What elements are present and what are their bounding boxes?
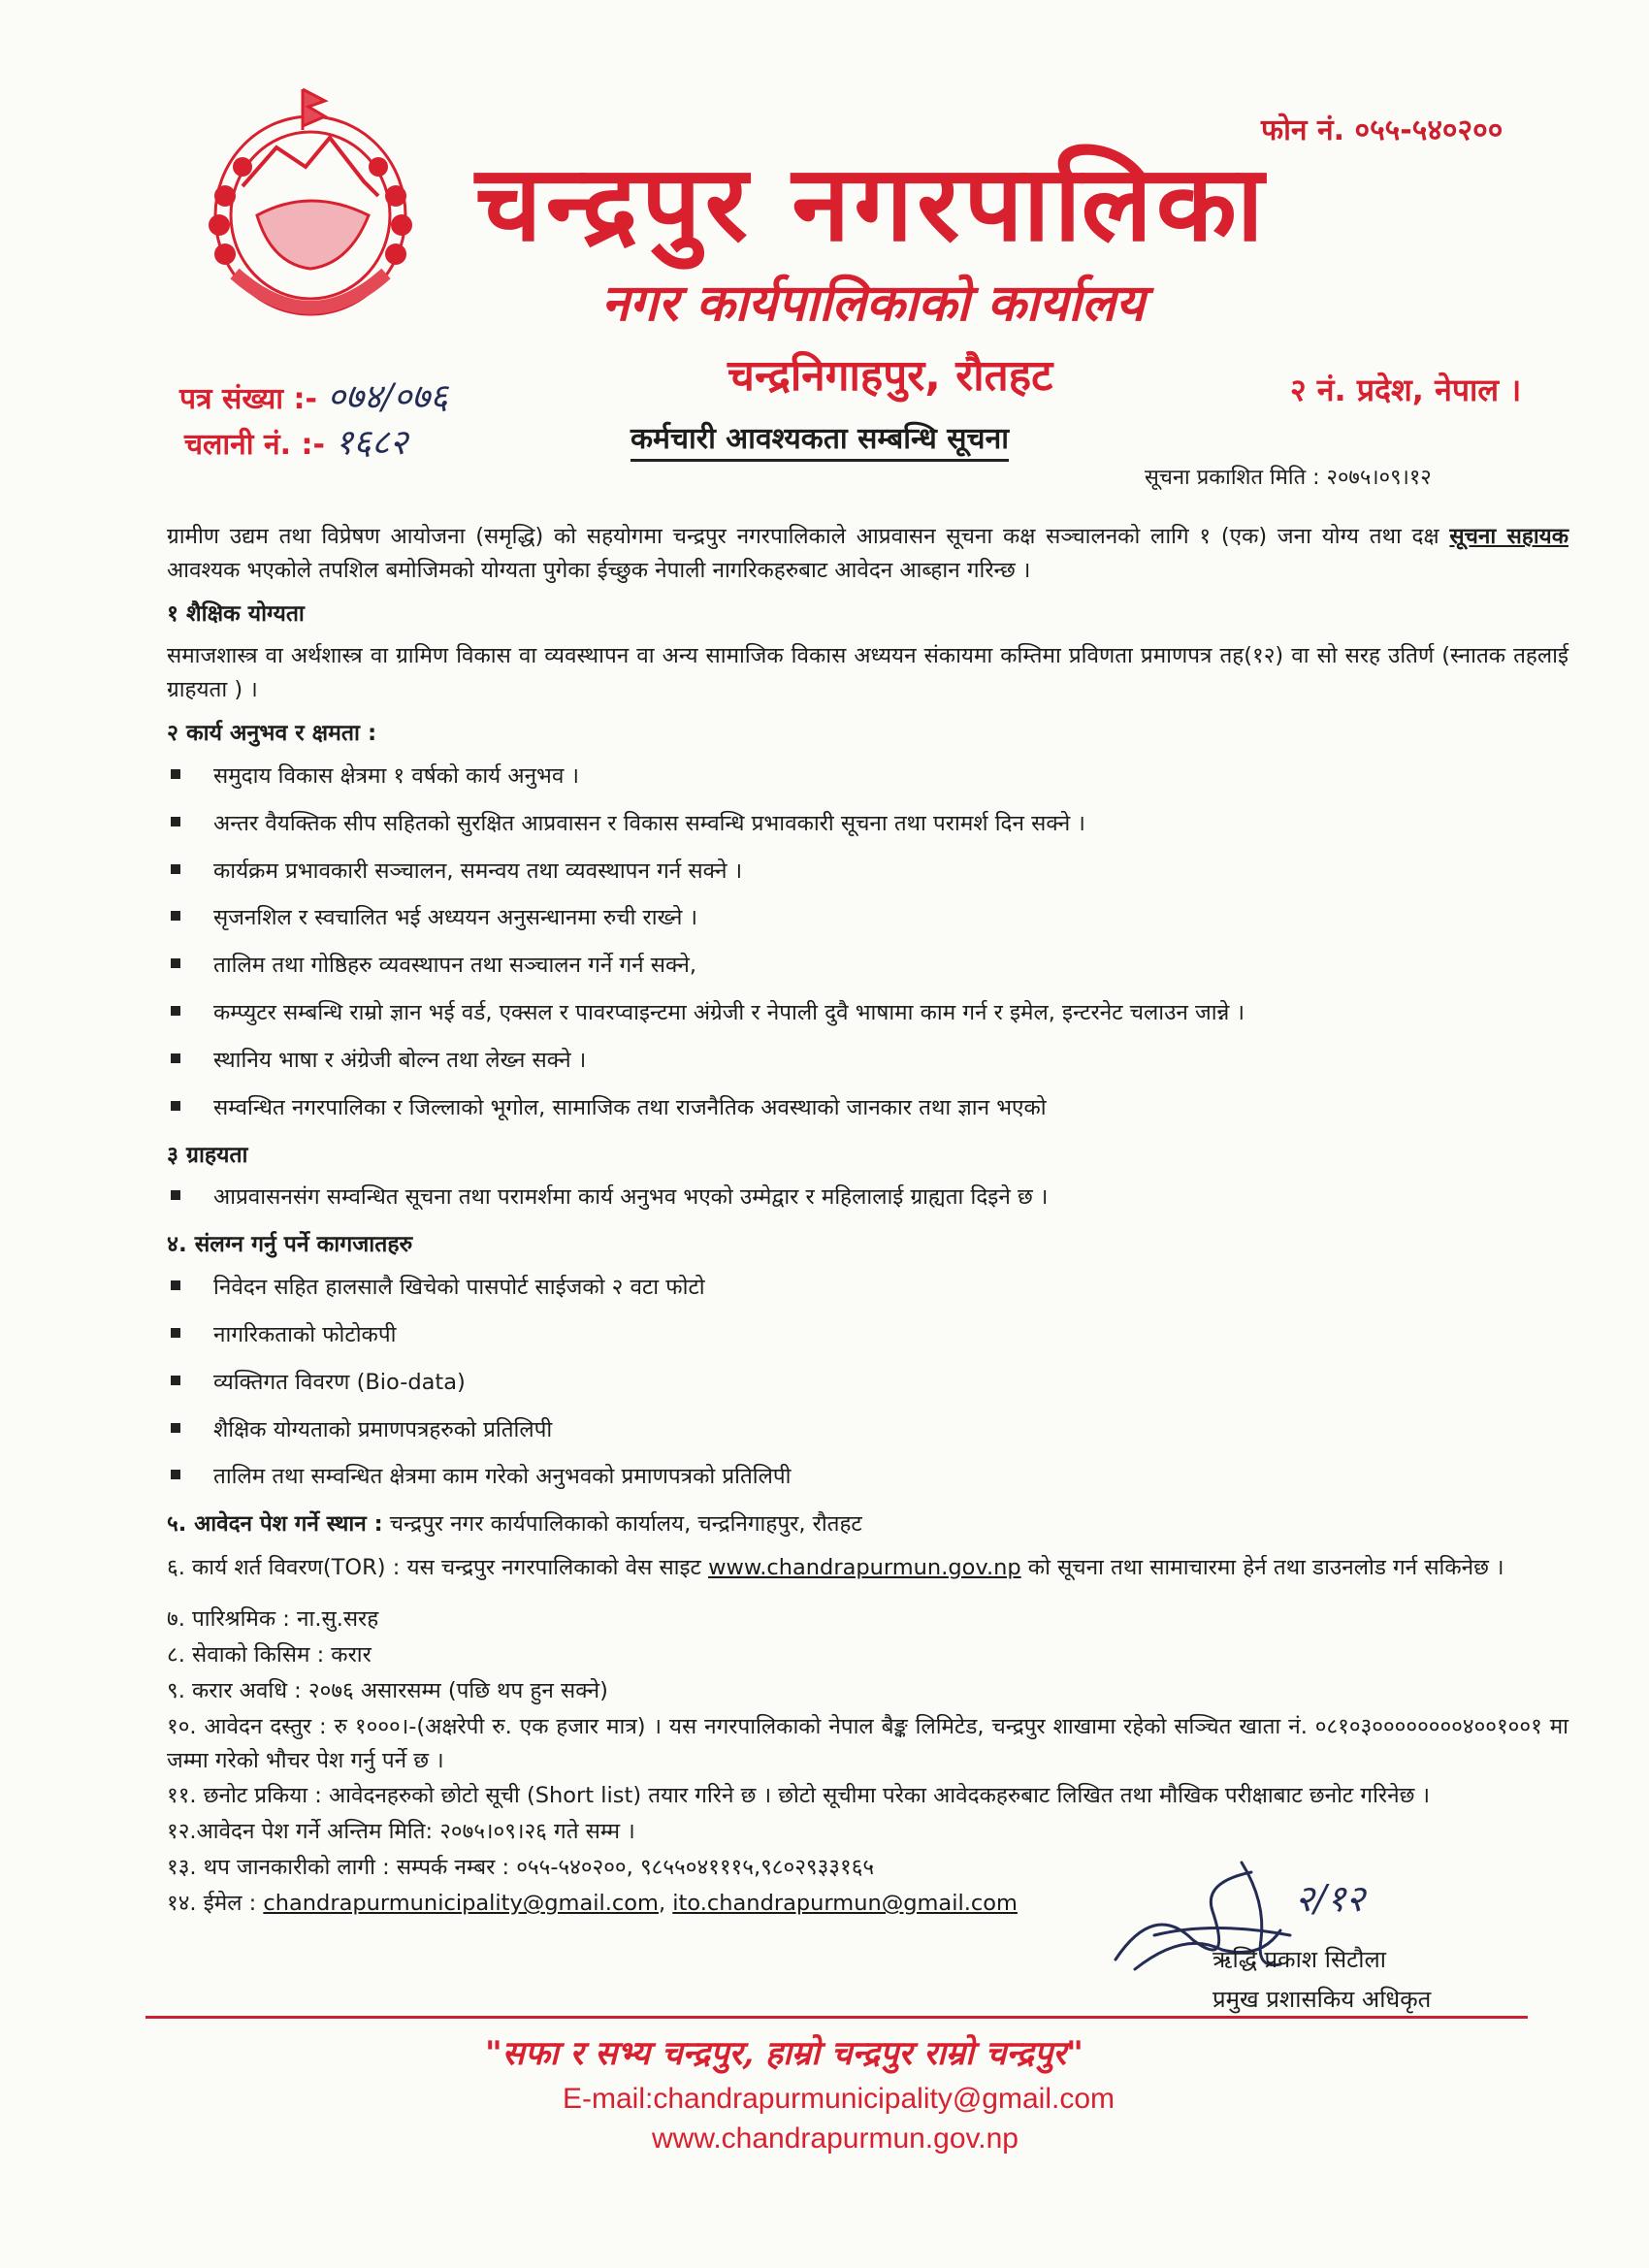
signatory bbox=[1212, 1940, 1431, 2020]
footer-website[interactable]: www.chandrapurmun.gov.np bbox=[652, 2122, 1018, 2155]
section-deadline: १२.आवेदन पेश गर्ने अन्तिम मिति: २०७५।०९।२६ गते सम्म । bbox=[167, 1819, 635, 1845]
letter-number-label: पत्र संख्या :- bbox=[179, 382, 317, 416]
intro-paragraph bbox=[167, 520, 1568, 588]
section-preference-title: ३ ग्राहयता bbox=[167, 1142, 248, 1168]
documents-list bbox=[167, 1271, 1568, 1494]
experience-list bbox=[167, 760, 1568, 1125]
email-link[interactable]: chandrapurmunicipality@gmail.com bbox=[263, 1891, 659, 1917]
section-contact: १३. थप जानकारीको लागी : सम्पर्क नम्बर : ०५५-५४०२००, ९८५५०४१११५,९८०२९३३१६५ bbox=[167, 1855, 875, 1881]
list-item: स्थानिय भाषा र अंग्रेजी बोल्न तथा लेख्न सक्ने । bbox=[167, 1044, 1568, 1078]
post-name: सूचना सहायक bbox=[1449, 524, 1568, 549]
application-place-value: चन्द्रपुर नगर कार्यपालिकाको कार्यालय, चन्द्रनिगाहपुर, रौतहट bbox=[382, 1511, 862, 1538]
notice-title: कर्मचारी आवश्यकता सम्बन्धि सूचना bbox=[630, 417, 1009, 462]
dispatch-number bbox=[184, 417, 407, 465]
signatory-name: ऋद्धि प्रकाश सिटौला bbox=[1212, 1946, 1386, 1973]
signatory-designation: प्रमुख प्रशासकिय अधिकृत bbox=[1212, 1985, 1432, 2013]
list-item: व्यक्तिगत विवरण (Bio-data) bbox=[167, 1366, 1568, 1400]
list-item: नागरिकताको फोटोकपी bbox=[167, 1318, 1568, 1352]
dispatch-number-label: चलानी नं. :- bbox=[184, 428, 325, 462]
nepal-emblem bbox=[184, 70, 436, 351]
section-selection-process: ११. छनोट प्रकिया : आवेदनहरुको छोटो सूची (Short list) तयार गरिने छ । छोटो सूचीमा परेका आवेदकहरुबाट लिखित तथा मौखिक परीक्षाबाट छनोट गरिनेछ । bbox=[167, 1783, 1431, 1809]
section-education-text: समाजशास्त्र वा अर्थशास्त्र वा ग्रामिण विकास वा व्यवस्थापन वा अन्य सामाजिक विकास अध्ययन संकायमा कम्तिमा प्रविणता प्रमाणपत्र तह(१२) वा सो सरह उतिर्ण (स्नातक तहलाई ग्राहयता ) । bbox=[167, 643, 1568, 703]
published-date: सूचना प्रकाशित मिति : २०७५।०९।१२ bbox=[1145, 466, 1432, 490]
list-item: कार्यक्रम प्रभावकारी सञ्चालन, समन्वय तथा व्यवस्थापन गर्न सक्ने । bbox=[167, 855, 1568, 889]
list-item: कम्प्युटर सम्बन्धि राम्रो ज्ञान भई वर्ड, एक्सल र पावरप्वाइन्टमा अंग्रेजी र नेपाली दुवै भाषामा काम गर्न र इमेल, इन्टरनेट चलाउन जान्ने । bbox=[167, 996, 1568, 1030]
signature-date: २/१२ bbox=[1295, 1877, 1366, 1920]
application-place-label: ५. आवेदन पेश गर्ने स्थान : bbox=[167, 1511, 383, 1538]
list-item: निवेदन सहित हालसालै खिचेको पासपोर्ट साईजको २ वटा फोटो bbox=[167, 1271, 1568, 1305]
section-service-type: ८. सेवाको किसिम : करार bbox=[167, 1641, 372, 1668]
email-separator: , bbox=[658, 1891, 673, 1917]
office-location: चन्द्रनिगाहपुर, रौतहट bbox=[728, 351, 1053, 401]
list-item: शैक्षिक योग्यताको प्रमाणपत्रहरुको प्रतिलिपी bbox=[167, 1413, 1568, 1447]
section-application-place bbox=[167, 1507, 1568, 1541]
footer-slogan: "सफा र सभ्य चन्द्रपुर, हाम्रो चन्द्रपुर राम्रो चन्द्रपुर" bbox=[485, 2034, 1083, 2073]
list-item: तालिम तथा गोष्ठिहरु व्यवस्थापन तथा सञ्चालन गर्ने गर्न सक्ने, bbox=[167, 949, 1568, 983]
preference-list bbox=[167, 1181, 1568, 1215]
email-link[interactable]: ito.chandrapurmun@gmail.com bbox=[672, 1891, 1018, 1917]
intro-text: ग्रामीण उद्यम तथा विप्रेषण आयोजना (समृद्धि) को सहयोगमा चन्द्रपुर नगरपालिकाले आप्रवासन सूचना कक्ष सञ्चालनको लागि १ (एक) जना योग्य तथा दक्ष bbox=[167, 524, 1450, 549]
notice-body bbox=[167, 520, 1568, 1923]
list-item: आप्रवासनसंग सम्वन्धित सूचना तथा परामर्शमा कार्य अनुभव भएको उम्मेद्वार र महिलालाई ग्राह्यता दिइने छ । bbox=[167, 1181, 1568, 1215]
section-salary: ७. पारिश्रमिक : ना.सु.सरह bbox=[167, 1606, 379, 1633]
section-education-title: १ शैक्षिक योग्यता bbox=[167, 600, 305, 627]
section-experience-title: २ कार्य अनुभव र क्षमता : bbox=[167, 721, 377, 747]
list-item: सम्वन्धित नगरपालिका र जिल्लाको भूगोल, सामाजिक तथा राजनैतिक अवस्थाको जानकार तथा ज्ञान भएको bbox=[167, 1091, 1568, 1125]
tor-label: ६. कार्य शर्त विवरण(TOR) : bbox=[167, 1555, 401, 1581]
tor-text: यस चन्द्रपुर नगरपालिकाको वेस साइट bbox=[400, 1555, 709, 1581]
office-title: नगर कार्यपालिकाको कार्यालय bbox=[601, 274, 1146, 333]
emblem-icon bbox=[184, 70, 436, 351]
letter-number-value: ०७४/०७६ bbox=[327, 377, 448, 417]
letter-number bbox=[179, 372, 448, 419]
list-item: समुदाय विकास क्षेत्रमा १ वर्षको कार्य अनुभव । bbox=[167, 760, 1568, 794]
footer-divider bbox=[146, 2016, 1528, 2019]
email-label: १४. ईमेल : bbox=[167, 1891, 264, 1917]
section-documents-title: ४. संलग्न गर्नु पर्ने कागजातहरु bbox=[167, 1232, 413, 1258]
list-item: तालिम तथा सम्वन्धित क्षेत्रमा काम गरेको अनुभवको प्रमाणपत्रको प्रतिलिपी bbox=[167, 1460, 1568, 1494]
section-tor bbox=[167, 1551, 1568, 1585]
section-contract-period: ९. करार अवधि : २०७६ असारसम्म (पछि थप हुन सक्ने) bbox=[167, 1677, 608, 1703]
tor-text-end: को सूचना तथा सामाचारमा हेर्न तथा डाउनलोड गर्न सकिनेछ । bbox=[1020, 1555, 1504, 1581]
municipality-title: चन्द्रपुर नगरपालिका bbox=[475, 143, 1268, 265]
list-item: अन्तर वैयक्तिक सीप सहितको सुरक्षित आप्रवासन र विकास सम्वन्धि प्रभावकारी सूचना तथा परामर्श दिन सक्ने । bbox=[167, 807, 1568, 841]
website-link[interactable]: www.chandrapurmun.gov.np bbox=[708, 1555, 1021, 1581]
dispatch-number-value: १६८२ bbox=[335, 423, 408, 463]
province-label: २ नं. प्रदेश, नेपाल । bbox=[1290, 372, 1522, 408]
section-application-fee: १०. आवेदन दस्तुर : रु १०००।-(अक्षरेपी रु. एक हजार मात्र) । यस नगरपालिकाको नेपाल बैङ्क लिमिटेड, चन्द्रपुर शाखामा रहेको सञ्चित खाता नं. ०८१०३००००००००४००१००१ मा जम्मा गरेको भौचर पेश गर्नु पर्ने छ । bbox=[167, 1713, 1568, 1773]
footer-email[interactable]: E-mail:chandrapurmunicipality@gmail.com bbox=[563, 2083, 1115, 2115]
office-phone: फोन नं. ०५५-५४०२०० bbox=[1261, 113, 1504, 147]
list-item: सृजनशिल र स्वचालित भई अध्ययन अनुसन्धानमा रुची राख्ने । bbox=[167, 901, 1568, 935]
intro-text-end: आवश्यक भएकोले तपशिल बमोजिमको योग्यता पुगेका ईच्छुक नेपाली नागरिकहरुबाट आवेदन आब्हान गरिन्छ । bbox=[167, 557, 1031, 583]
